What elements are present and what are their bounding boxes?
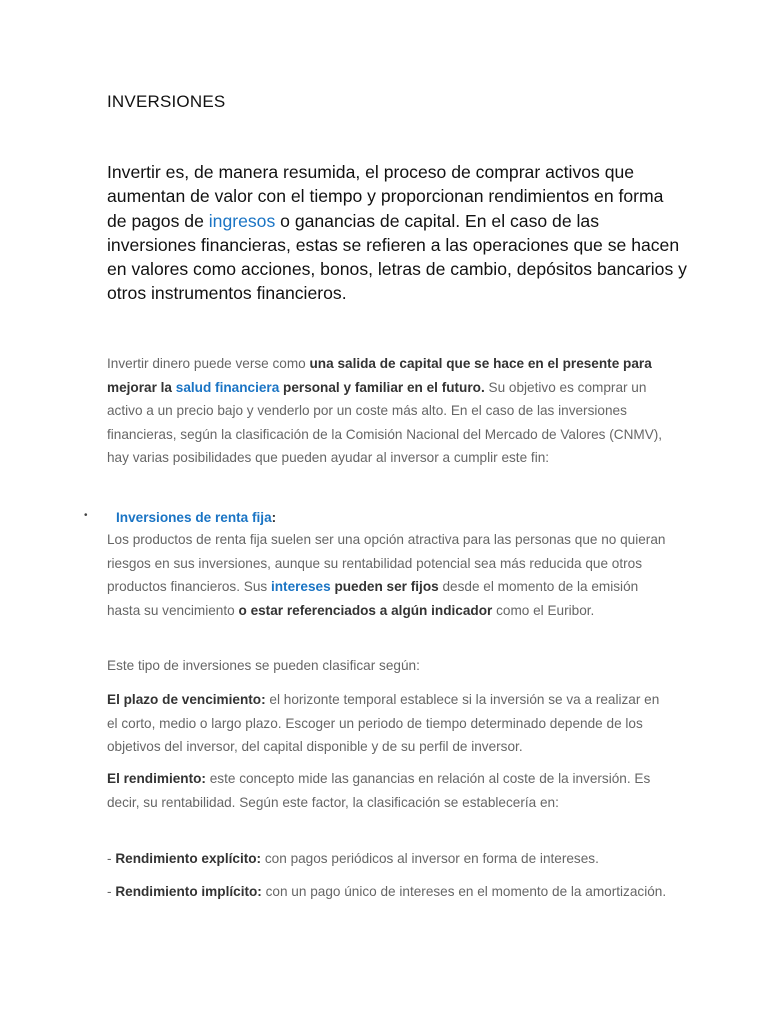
rendimiento-label: El rendimiento: <box>107 771 206 786</box>
ingresos-link[interactable]: ingresos <box>208 210 276 231</box>
intro-paragraph <box>107 352 667 470</box>
lead-text-1: Invertir es, de manera resumida, el proceso de comprar activos que aumentan de valor con el tiempo y proporcionan rendimientos en forma de pagos de <box>107 162 664 231</box>
renta-bold-2: o estar referenciados a algún indicador <box>238 602 493 618</box>
renta-text-2: desde el momento de la emisión hasta su vencimiento <box>107 579 639 618</box>
renta-text-1: Los productos de renta fija suelen ser una opción atractiva para las personas que no quieran riesgos en sus inversiones, aunque su rentabilidad potencial sea más reducida que otros productos financieros. Sus <box>107 532 666 594</box>
rendimiento-paragraph <box>107 767 667 814</box>
explicito-label: Rendimiento explícito: <box>115 851 262 866</box>
explicito-text: con pagos periódicos al inversor en forma de intereses. <box>261 851 599 866</box>
lead-paragraph <box>107 160 687 306</box>
intro-text-2: Su objetivo es comprar un activo a un precio bajo y venderlo por un coste más alto. En el caso de las inversiones financieras, según la clasificación de la Comisión Nacional del Mercado de Valores (CNMV), hay varias posibilidades que pueden ayudar al inversor a cumplir este fin: <box>107 379 663 465</box>
clasificacion-paragraph: Este tipo de inversiones se pueden clasificar según: <box>107 658 420 673</box>
page-title: INVERSIONES <box>107 92 226 111</box>
bullet-colon: : <box>271 510 277 525</box>
lead-text-2: o ganancias de capital. En el caso de las inversiones financieras, estas se refieren a las operaciones que se hacen en valores como acciones, bonos, letras de cambio, depósitos bancarios y otros instrumentos financieros. <box>107 210 687 304</box>
bullet-heading <box>116 506 276 530</box>
implicito-label: Rendimiento implícito: <box>115 884 262 899</box>
renta-bold-1: pueden ser fijos <box>330 579 439 594</box>
implicito-paragraph <box>107 880 667 904</box>
plazo-text: el horizonte temporal establece si la inversión se va a realizar en el corto, medio o largo plazo. Escoger un periodo de tiempo determinado depende de los objetivos del inversor, del capital disponible y de su perfil de inversor. <box>107 692 660 754</box>
plazo-label: El plazo de vencimiento: <box>107 692 266 707</box>
plazo-paragraph <box>107 688 667 759</box>
intereses-link[interactable]: intereses <box>270 579 331 594</box>
implicito-text: con un pago único de intereses en el momento de la amortización. <box>261 884 667 899</box>
bullet-marker: • <box>84 510 88 521</box>
intro-bold-1: una salida de capital que se hace en el presente para mejorar la <box>107 356 652 395</box>
renta-text-3: como el Euribor. <box>492 602 595 618</box>
intro-bold-2: personal y familiar en el futuro. <box>279 379 485 395</box>
implicito-dash: - <box>107 884 116 899</box>
renta-fija-link[interactable]: Inversiones de renta fija <box>116 510 272 525</box>
salud-financiera-link[interactable]: salud financiera <box>175 379 280 395</box>
renta-fija-paragraph <box>107 528 667 622</box>
intro-text-1: Invertir dinero puede verse como <box>107 356 310 371</box>
rendimiento-text: este concepto mide las ganancias en relación al coste de la inversión. Es decir, su rentabilidad. Según este factor, la clasificación se establecería en: <box>107 771 651 810</box>
explicito-dash: - <box>107 851 116 866</box>
explicito-paragraph <box>107 847 667 871</box>
